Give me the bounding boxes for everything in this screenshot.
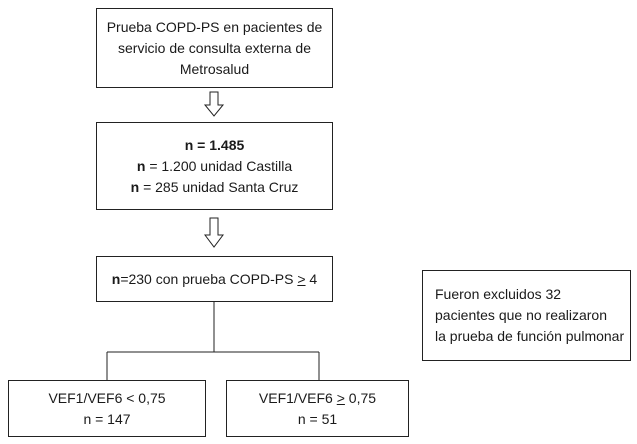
- excluded-line-2: pacientes que no realizaron: [435, 307, 608, 323]
- branch-connector: [107, 302, 319, 380]
- down-arrow-icon: [205, 92, 223, 116]
- geq-symbol: >: [336, 389, 345, 406]
- total-line-3: [131, 177, 299, 198]
- screening-box: [96, 8, 333, 88]
- positive-screen-box: [96, 256, 333, 302]
- castilla-n-value: = 1.200 unidad Castilla: [149, 157, 293, 174]
- high-ratio-label: [259, 388, 376, 409]
- total-line-2: [137, 156, 292, 177]
- screening-line-3: Metrosalud: [179, 60, 250, 77]
- screening-line-2: servicio de consulta externa de: [118, 39, 311, 56]
- high-ratio-count: n = 51: [297, 410, 338, 427]
- total-n-value: = 1.485: [197, 136, 245, 153]
- positive-prefix: =230 con prueba COPD-PS: [120, 270, 294, 287]
- excluded-line-1: Fueron excluidos 32: [435, 286, 562, 302]
- low-ratio-label: VEF1/VEF6 < 0,75: [48, 389, 166, 406]
- excluded-box: [422, 270, 631, 361]
- high-ratio-suffix: 0,75: [344, 389, 377, 406]
- down-arrow-icon: [205, 218, 223, 247]
- low-ratio-count: n = 147: [83, 410, 131, 427]
- high-ratio-prefix: VEF1/VEF6: [258, 389, 337, 406]
- screening-line-1: Prueba COPD-PS en pacientes de: [106, 18, 323, 35]
- geq-symbol: >: [297, 270, 306, 287]
- total-patients-box: [96, 122, 333, 210]
- high-ratio-box: [226, 380, 409, 437]
- santa-cruz-n-label: n: [130, 178, 140, 195]
- castilla-n-label: n: [136, 157, 146, 174]
- total-n-label: n: [184, 136, 194, 153]
- total-line-1: [185, 135, 245, 156]
- santa-cruz-n-value: = 285 unidad Santa Cruz: [143, 178, 299, 195]
- low-ratio-box: [8, 380, 206, 437]
- excluded-line-3: la prueba de función pulmonar: [435, 328, 625, 344]
- positive-n-label: n: [111, 270, 121, 287]
- positive-line: [112, 269, 317, 290]
- positive-suffix: 4: [305, 270, 318, 287]
